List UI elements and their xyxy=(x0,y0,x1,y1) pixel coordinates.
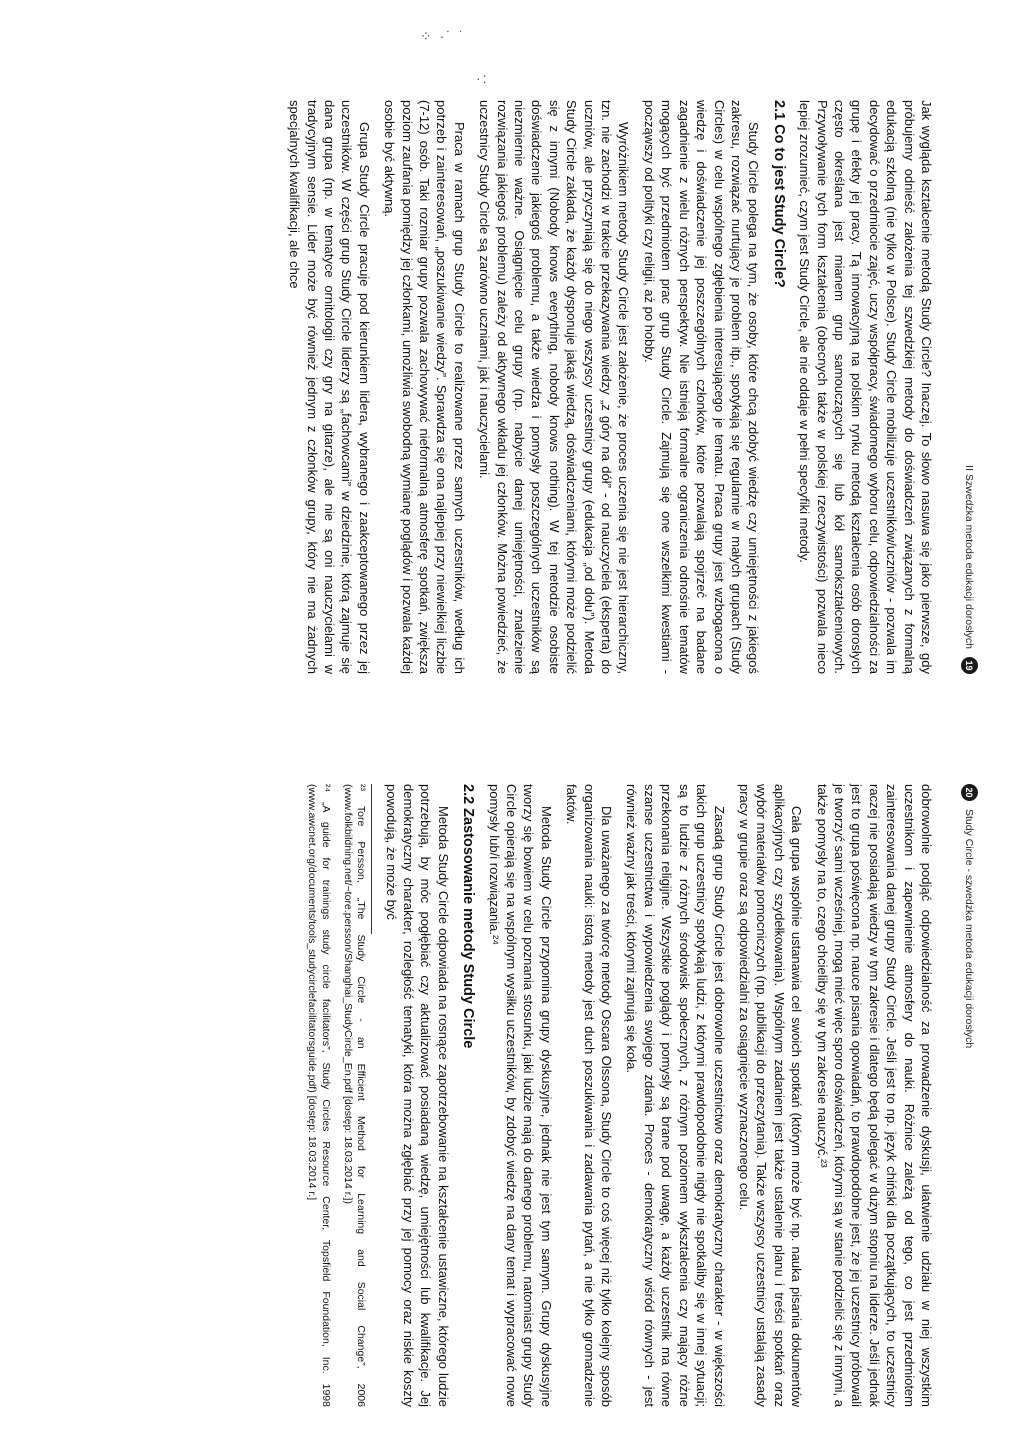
paragraph: Cała grupa wspólnie ustanawia cel swoich spotkań (którym może być np. nauka pisania dokumentów aplikacyjnych czy szydełkowania). Wspólnym zadaniem jest także ustalenie planu i treści spotkań oraz wybór materiałów pomocniczych (np. publikacji do przeczytania). Także wszyscy uczestnicy ustalają zasady pracy w grupie oraz są odpowiedzialni za osiągnięcie wyznaczonego celu. xyxy=(736,784,805,1407)
paragraph: Study Circle polega na tym, że osoby, które chcą zdobyć wiedzę czy umiejętności z jakiegoś zakresu, rozwiązać nurtujący je problem itp., spotykają się regularnie w małych grupach (Study Circles) w celu wspólnego zgłębienia interesującego je tematu. Praca grupy jest wzbogacona o wiedzę i doświadczenie jej poszczególnych członków, które pozwalają spojrzeć na badane zagadnienie z wielu różnych perspektyw. Nie istnieją formalne ograniczenia odnośnie tematów mogących być przedmiotem prac grup Study Circle. Zajmują się one wszelkimi kwestiami - począwszy od polityki czy religii, aż po hobby. xyxy=(641,100,762,674)
paragraph: dobrowolnie podjąć odpowiedzialność za prowadzenie dyskusji, ułatwienie udziału w niej wszystkim uczestnikom i zapewnienie atmosfery do nauki. Różnice zależą od tego, co jest przedmiotem zainteresowania danej grupy Study Circle. Jeśli jest to np. język chiński dla początkujących, to uczestnicy raczej nie posiadają wiedzy w tym zakresie i dlatego będą polegać w dużym stopniu na liderze. Jeśli jednak jest to grupa poświęcona np. nauce pisania opowiadań, to prawdopodobne jest, że jej uczestnicy próbowali je tworzyć sami wcześniej, mogą mieć więc sporo doświadczeń, którymi są w stanie podzielić się z innymi, a także pomysły na to, czego chcieliby się w tym zakresie nauczyć.²³ xyxy=(814,784,934,1407)
paragraph: Zasadą grup Study Circle jest dobrowolne uczestnictwo oraz demokratyczny charakter - w większości takich grup uczestnicy spotykają ludzi, z którymi prawdopodobnie nigdy nie spotkaliby się w innej sytuacji; są to ludzie z różnych środowisk społecznych, z różnym poziomem wykształcenia czy mający różne przekonania religijne. Wszystkie poglądy i pomysły są brane pod uwagę, a każdy uczestnik ma równe szanse uczestnictwa i wypowiedzenia swojego zdania. Proces - demokratyczny wśród równych - jest również ważny jak treści, którymi zajmują się koła. xyxy=(624,784,727,1407)
paragraph: Metoda Study Circle przypomina grupy dyskusyjne, jednak nie jest tym samym. Grupy dyskusyjne tworzy się bowiem w celu poznania stosunku, jaki ludzie mają do danego problemu, natomiast grupy Study Circle opierają się na wspólnym wysiłku uczestników, by zdobyć wiedzę na dany temat i wypracować nowe pomysły lub/i rozwiązania.²⁴ xyxy=(486,784,554,1407)
left-page xyxy=(0,0,1024,722)
running-head-text: II Szwedzka metoda edukacji dorosłych xyxy=(963,465,976,649)
scan-artifact: ⁘ ·˙ ˙ xyxy=(420,28,466,44)
running-head xyxy=(961,100,978,674)
page-number: 19 xyxy=(961,657,978,674)
scan-artifact: ·: xyxy=(476,70,489,86)
section-heading: 2.1 Co to jest Study Circle? xyxy=(770,100,787,288)
footnote: ²⁴ „A guide for trainings study circle facilitators”, Study Circles Resource Center, Topsfield Foundation, Inc. 1998 (www.awcnet.org/documents/tools_studycirclefacilitatorsguide.pdf) [dostęp: 18.03.2014 r.] xyxy=(306,784,332,1407)
footnote-divider xyxy=(371,784,372,934)
body-text xyxy=(286,100,935,674)
paragraph: Jak wygląda kształcenie metodą Study Circle? Inaczej. To słowo nasuwa się jako pierwsze, gdy próbujemy odnieść założenia tej szwedzkiej metody do doświadczeń związanych z formalną edukacją szkolną (nie tylko w Polsce). Study Circle mobilizuje uczestników/uczniów - pozwala im decydować o przedmiocie zajęć, uczy współpracy, świadomego wyboru celu, odpowiedzialności za grupę i efekty jej pracy. Tą innowacyjną na polskim rynku metodą kształcenia osób dorosłych często określana jest mianem grup samouczących się lub kół samokształceniowych. Przywoływanie tych form kształcenia (obecnych także w polskiej rzeczywistości) pozwala nieco lepiej zrozumieć, czym jest Study Circle, ale nie oddaje w pełni specyfiki metody. xyxy=(797,100,934,674)
section-heading: 2.2 Zastosowanie metody Study Circle xyxy=(460,784,477,1049)
right-page xyxy=(0,732,1024,1447)
paragraph: Wyróżnikiem metody Study Circle jest założenie, że proces uczenia się nie jest hierarchiczny, tzn. nie zachodzi w trakcie przekazywania wiedzy „z góry na dół” - od nauczyciela (eksperta) do uczniów, ale przyczyniają się do niego wszyscy uczestnicy grupy (edukacja „od dołu”). Metoda Study Circle zakłada, że każdy dysponuje jakąś wiedzą, doświadczeniami, którymi może podzielić się z innymi (Nobody knows everything, nobody knows nothing). W tej metodzie osobiste doświadczenie jakiegoś problemu, a także wiedza i pomysły poszczególnych uczestników są niezmiernie ważne. Osiągnięcie celu grupy (np. nabycie danej umiejętności, znalezienie rozwiązania jakiegoś problemu) zależy od aktywnego wkładu jej członków. Można powiedzieć, że uczestnicy Study Circle są zarówno uczniami, jak i nauczycielami. xyxy=(477,100,632,674)
paragraph: Dla uważanego za twórcę metody Oscara Olssona, Study Circle to coś więcej niż tylko kolejny sposób organizowania nauki: istotą metody jest duch poszukiwania i zadawania pytań, a nie tylko gromadzenie faktów. xyxy=(564,784,615,1407)
running-head xyxy=(961,784,978,1407)
body-text xyxy=(305,784,935,1407)
footnote: ²³ Tore Persson, „The Study Circle - an Efficient Method for Learning and Social Change”, 2006 (www.folkbildning.net/~tore.persson/Shanghai_StudyCircle_En.pdf [dostęp: 18.03.2014 r.]) xyxy=(341,784,368,1407)
running-head-text: Study Circle - szwedzka metoda edukacji dorosłych xyxy=(963,809,976,1049)
paragraph: Metoda Study Circle odpowiada na rosnące zapotrzebowanie na kształcenie ustawiczne, którego ludzie potrzebują, by móc pogłębiać czy aktualizować posiadaną wiedzę, umiejętności lub kwalifikacje. Jej demokratyczny charakter, rozległość tematyki, która można zgłębiać przy jej pomocy oraz niskie koszty powodują, że może być xyxy=(383,784,451,1407)
paragraph: Praca w ramach grup Study Circle to realizowane przez samych uczestników, według ich potrzeb i zainteresowań, „poszukiwanie wiedzy”. Sprawdza się ona najlepiej przy niewielkiej liczbie (7-12) osób. Taki rozmiar grupy pozwala zachowywać nieformalną atmosferę spotkań, zwiększa poziom zaufania pomiędzy jej członkami, umożliwia swobodną wymianę poglądów i pozwala każdej osobie być aktywną. xyxy=(382,100,467,674)
page-number: 20 xyxy=(961,784,978,801)
paragraph: Grupa Study Circle pracuje pod kierunkiem lidera, wybranego i zaakceptowanego przez jej uczestników. W części grup Study Circle liderzy są „fachowcami” w dziedzinie, którą zajmuje się dana grupa (np. w tematyce ornitologii czy gry na gitarze), ale nie są oni nauczycielami w tradycyjnym sensie. Lider może być również jednym z członków grupy, który nie ma żadnych specjalnych kwalifikacji, ale chce xyxy=(287,100,372,674)
